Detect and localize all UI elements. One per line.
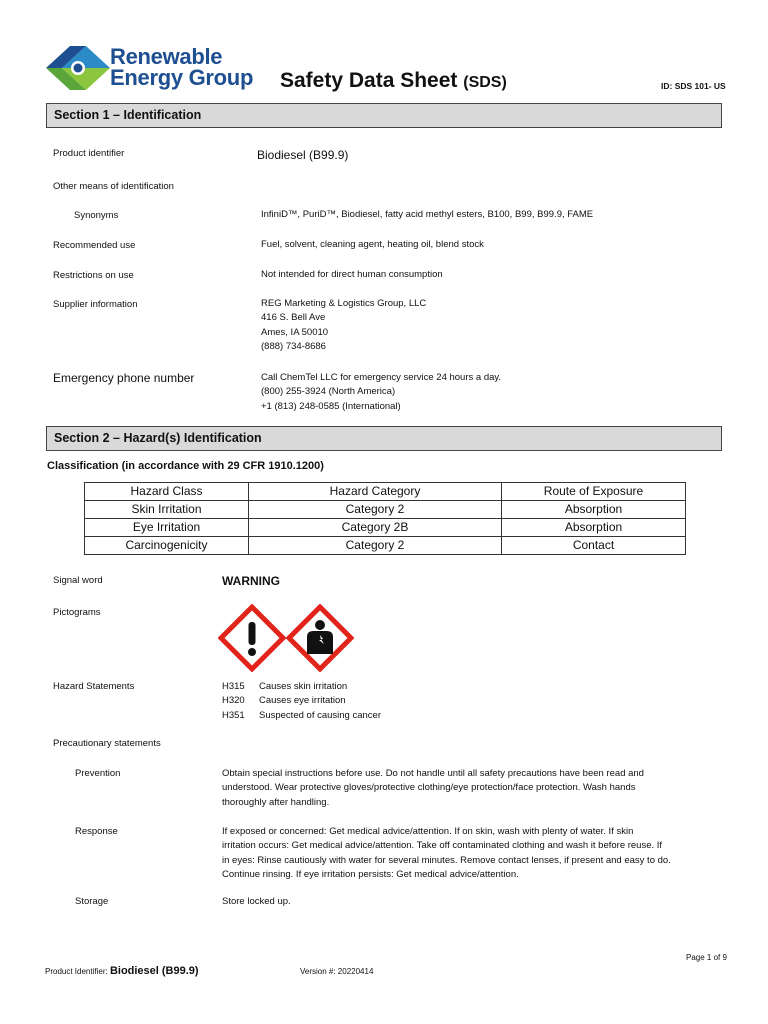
- supplier-label: Supplier information: [53, 299, 138, 310]
- hazard-statements: [222, 680, 381, 723]
- table-cell: Eye Irritation: [85, 519, 249, 537]
- other-means-label: Other means of identification: [53, 181, 174, 192]
- supplier-line: 416 S. Bell Ave: [261, 312, 326, 324]
- company-logo-text: Renewable Energy Group: [110, 44, 254, 90]
- section-2-heading: Section 2 – Hazard(s) Identification: [46, 426, 722, 451]
- product-identifier-value: Biodiesel (B99.9): [257, 148, 349, 162]
- emergency-phone-info: [261, 371, 501, 414]
- storage-text: Store locked up.: [222, 896, 291, 907]
- storage-label: Storage: [75, 896, 109, 907]
- table-cell: Contact: [502, 537, 686, 555]
- signal-word-value: WARNING: [222, 574, 280, 588]
- health-hazard-icon: [286, 604, 354, 672]
- pictograms-label: Pictograms: [53, 607, 101, 618]
- table-cell: Carcinogenicity: [85, 537, 249, 555]
- table-header-cell: Hazard Category: [249, 483, 502, 501]
- supplier-line: (888) 734-8686: [261, 340, 326, 352]
- emergency-line: (800) 255-3924 (North America): [261, 386, 396, 398]
- hazard-statement: H320 Causes eye irritation: [222, 695, 346, 707]
- reg-logo-icon: [46, 44, 110, 92]
- page-number: Page 1 of 9: [686, 953, 727, 962]
- table-row: [85, 501, 686, 519]
- table-cell: Skin Irritation: [85, 501, 249, 519]
- response-text: If exposed or concerned: Get medical advice/attention. If on skin, wash with plenty of water. If skin irritation occurs: Get medical advice/attention. Take off contaminated clothing and wash it before reuse. If in eyes: Rinse cautiously with water for several minutes. Remove contact lenses, if present and easy to do. Continue rinsing. If eye irritation persists: Get medical advice/attention.: [222, 826, 671, 880]
- table-header-row: [85, 483, 686, 501]
- document-title: Safety Data Sheet (SDS): [280, 69, 507, 92]
- classification-title: Classification (in accordance with 29 CFR 1910.1200): [47, 460, 324, 472]
- table-header-cell: Hazard Class: [85, 483, 249, 501]
- supplier-line: Ames, IA 50010: [261, 326, 329, 338]
- synonyms-value: InfiniD™, PuriD™, Biodiesel, fatty acid methyl esters, B100, B99, B99.9, FAME: [261, 209, 594, 220]
- table-cell: Category 2: [249, 501, 502, 519]
- product-identifier-label: Product identifier: [53, 148, 125, 159]
- document-id: ID: SDS 101- US: [661, 81, 726, 91]
- recommended-use-value: Fuel, solvent, cleaning agent, heating oil, blend stock: [261, 239, 484, 250]
- table-cell: Category 2: [249, 537, 502, 555]
- hazard-statements-label: Hazard Statements: [53, 681, 135, 692]
- footer-product-identifier: Product Identifier: Biodiesel (B99.9): [45, 965, 199, 977]
- signal-word-label: Signal word: [53, 575, 103, 586]
- footer-version: Version #: 20220414: [300, 967, 374, 976]
- emergency-line: +1 (813) 248-0585 (International): [261, 400, 401, 412]
- prevention-label: Prevention: [75, 768, 121, 779]
- table-cell: Absorption: [502, 501, 686, 519]
- hazard-classification-table: [84, 482, 686, 555]
- table-row: [85, 537, 686, 555]
- section-1-heading: Section 1 – Identification: [46, 103, 722, 128]
- table-cell: Category 2B: [249, 519, 502, 537]
- prevention-text: Obtain special instructions before use. Do not handle until all safety precautions have been read and understood. Wear protective gloves/protective clothing/eye protection/face protection. Wash hands thoroughly after handling.: [222, 768, 644, 808]
- emergency-phone-label: Emergency phone number: [53, 371, 195, 385]
- supplier-info: [261, 297, 426, 354]
- restrictions-value: Not intended for direct human consumption: [261, 269, 443, 280]
- pictograms: [218, 604, 354, 672]
- precautionary-label: Precautionary statements: [53, 738, 161, 749]
- supplier-line: REG Marketing & Logistics Group, LLC: [261, 298, 427, 309]
- exclamation-mark-icon: [218, 604, 286, 672]
- hazard-statement: H351 Suspected of causing cancer: [222, 709, 381, 721]
- response-label: Response: [75, 826, 118, 837]
- table-header-cell: Route of Exposure: [502, 483, 686, 501]
- restrictions-label: Restrictions on use: [53, 270, 134, 281]
- emergency-line: Call ChemTel LLC for emergency service 24 hours a day.: [261, 372, 502, 383]
- table-cell: Absorption: [502, 519, 686, 537]
- table-row: [85, 519, 686, 537]
- synonyms-label: Synonyms: [74, 210, 119, 221]
- recommended-use-label: Recommended use: [53, 240, 136, 251]
- hazard-statement: H315 Causes skin irritation: [222, 681, 348, 692]
